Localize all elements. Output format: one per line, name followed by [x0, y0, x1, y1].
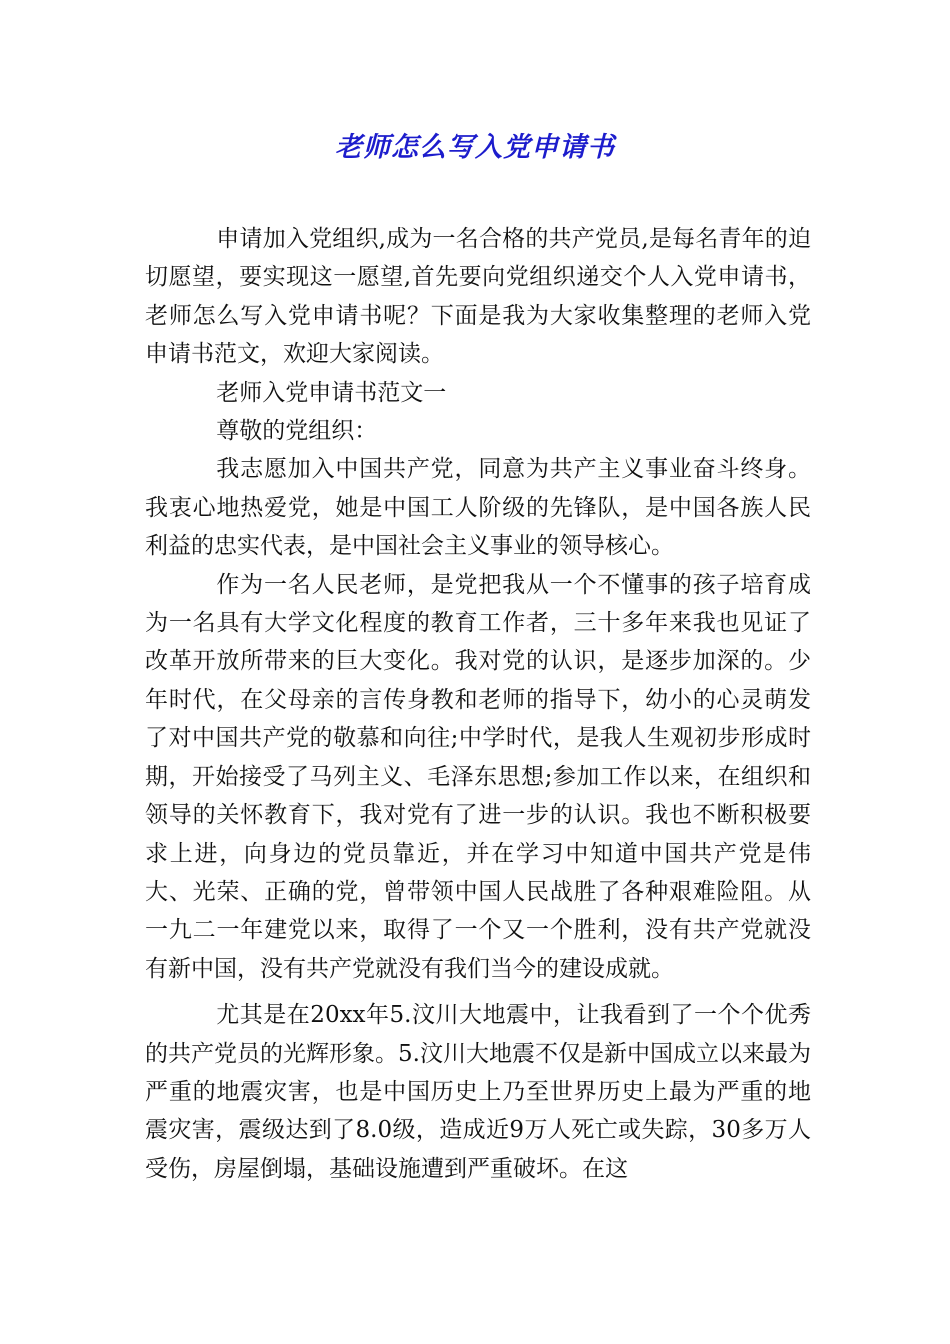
paragraph-intro: 申请加入党组织,成为一名合格的共产党员,是每名青年的迫切愿望，要实现这一愿望,首先要向党组织递交个人入党申请书，老师怎么写入党申请书呢？下面是我为大家收集整理的老师入党申请书范文，欢迎大家阅读。 [145, 226, 811, 368]
document-title: 老师怎么写入党申请书 [335, 132, 615, 163]
paragraph-salutation: 尊敬的党组织： [216, 418, 378, 445]
document-body [145, 220, 811, 1188]
paragraph-sample-heading: 老师入党申请书范文一 [216, 379, 447, 406]
paragraph-aspiration: 我志愿加入中国共产党，同意为共产主义事业奋斗终身。我衷心地热爱党，她是中国工人阶级的先锋队，是中国各族人民利益的忠实代表，是中国社会主义事业的领导核心。 [145, 456, 811, 560]
paragraph-earthquake: 尤其是在20xx年5.汶川大地震中，让我看到了一个个优秀的共产党员的光辉形象。5.汶川大地震不仅是新中国成立以来最为严重的地震灾害，也是中国历史上乃至世界历史上最为严重的地震灾害，震级达到了8.0级，造成近9万人死亡或失踪，30多万人受伤，房屋倒塌，基础设施遭到严重破坏。在这 [145, 1002, 811, 1182]
paragraph-teacher-experience: 作为一名人民老师，是党把我从一个不懂事的孩子培育成为一名具有大学文化程度的教育工作者，三十多年来我也见证了改革开放所带来的巨大变化。我对党的认识，是逐步加深的。少年时代，在父母亲的言传身教和老师的指导下，幼小的心灵萌发了对中国共产党的敬慕和向往;中学时代，是我人生观初步形成时期，开始接受了马列主义、毛泽东思想;参加工作以来，在组织和领导的关怀教育下，我对党有了进一步的认识。我也不断积极要求上进，向身边的党员靠近，并在学习中知道中国共产党是伟大、光荣、正确的党，曾带领中国人民战胜了各种艰难险阻。从一九二一年建党以来，取得了一个又一个胜利，没有共产党就没有新中国，没有共产党就没有我们当今的建设成就。 [145, 571, 811, 982]
